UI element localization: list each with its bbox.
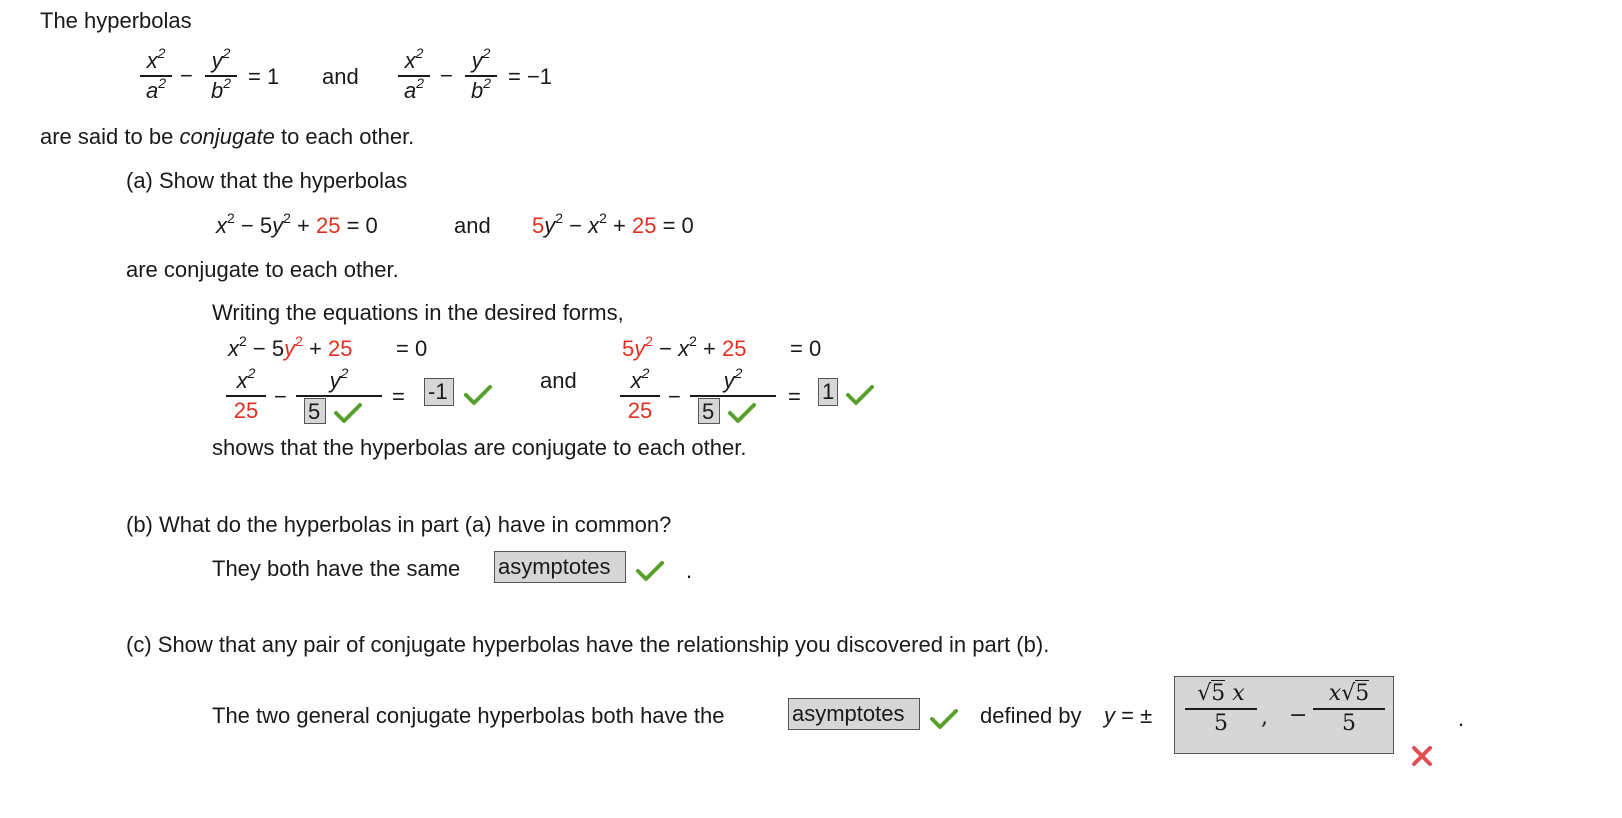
part-a-left-eq-equals: = 0 <box>396 336 428 361</box>
intro-eq1-frac-x: $x^2$ $a^2$ <box>140 50 172 102</box>
part-a-and: and <box>454 213 491 238</box>
check-icon <box>846 384 874 406</box>
part-a-left-rhs-answer[interactable]: -1 <box>424 378 454 406</box>
part-c-answer-box[interactable]: asymptotes <box>788 698 920 730</box>
part-c-frac2: x√5 5 <box>1313 683 1385 735</box>
part-a-writing: Writing the equations in the desired forms, <box>212 300 624 325</box>
part-c-comma: , <box>1261 705 1268 730</box>
part-c-prompt: (c) Show that any pair of conjugate hyperbolas have the relationship you discovered in part (b). <box>126 632 1050 657</box>
part-a-left-frac1: $x^2$ 25 <box>226 370 266 422</box>
part-c-y-eq: y = ± <box>1104 703 1153 728</box>
part-a-left-minus: − <box>274 384 287 409</box>
wrong-icon <box>1410 744 1434 768</box>
part-c-neg: − <box>1289 703 1308 728</box>
part-a-right-frac2: $y^2$ <box>690 370 776 400</box>
sqrt-icon: √ <box>1341 681 1356 706</box>
intro-conjugate-def: are said to be conjugate to each other. <box>40 124 415 149</box>
part-a-given-eq1: $x^2 - 5y^2 + 25 = 0$ <box>216 210 378 238</box>
part-a-conjugate-prompt: are conjugate to each other. <box>126 257 399 282</box>
check-icon <box>728 402 756 424</box>
part-a-left-equals: = <box>392 384 405 409</box>
part-b-answer-box[interactable]: asymptotes <box>494 551 626 583</box>
part-a-right-den-answer[interactable]: 5 <box>698 398 720 424</box>
part-c-asymptote-answer[interactable] <box>1174 676 1394 754</box>
check-icon <box>464 384 492 406</box>
intro-eq2-frac-x: $x^2$ $a^2$ <box>398 50 430 102</box>
part-a-right-eq-equals: = 0 <box>790 336 822 361</box>
check-icon <box>334 402 362 424</box>
part-a-left-frac2: $y^2$ <box>296 370 382 400</box>
part-a-prompt: (a) Show that the hyperbolas <box>126 168 408 193</box>
part-a-conclusion: shows that the hyperbolas are conjugate to each other. <box>212 435 747 460</box>
intro-and: and <box>322 64 359 89</box>
part-a-right-frac1: $x^2$ 25 <box>620 370 660 422</box>
intro-eq1-frac-y: $y^2$ $b^2$ <box>205 50 237 102</box>
part-a-left-eq: $x^2 - 5y^2 + 25$ <box>228 333 353 361</box>
intro-title: The hyperbolas <box>40 8 192 33</box>
intro-eq1-rhs: = 1 <box>248 64 280 89</box>
check-icon <box>636 560 664 582</box>
part-a-given-eq2: $5y^2 - x^2 + 25 = 0$ <box>532 210 694 238</box>
part-a-right-equals: = <box>788 384 801 409</box>
sqrt-icon: √ <box>1197 681 1212 706</box>
part-b-prompt: (b) What do the hyperbolas in part (a) have in common? <box>126 512 672 537</box>
part-c-frac1: √5 x 5 <box>1185 683 1257 735</box>
intro-eq2-rhs: = −1 <box>508 64 553 89</box>
part-c-period: . <box>1458 706 1465 731</box>
part-a-left-den-answer[interactable]: 5 <box>304 398 326 424</box>
check-icon <box>930 708 958 730</box>
part-b-answer-prefix: They both have the same <box>212 556 461 581</box>
part-a-right-eq: $5y^2 - x^2 + 25$ <box>622 333 747 361</box>
part-a-and2: and <box>540 368 577 393</box>
part-a-right-minus: − <box>668 384 681 409</box>
part-c-answer-prefix: The two general conjugate hyperbolas both have the <box>212 703 725 728</box>
intro-eq2-minus: − <box>440 63 453 88</box>
part-a-right-rhs-answer[interactable]: 1 <box>818 378 838 406</box>
part-c-defined-by: defined by <box>980 703 1082 728</box>
intro-eq1-minus: − <box>180 63 193 88</box>
part-b-period: . <box>686 558 693 583</box>
intro-eq2-frac-y: $y^2$ $b^2$ <box>465 50 497 102</box>
